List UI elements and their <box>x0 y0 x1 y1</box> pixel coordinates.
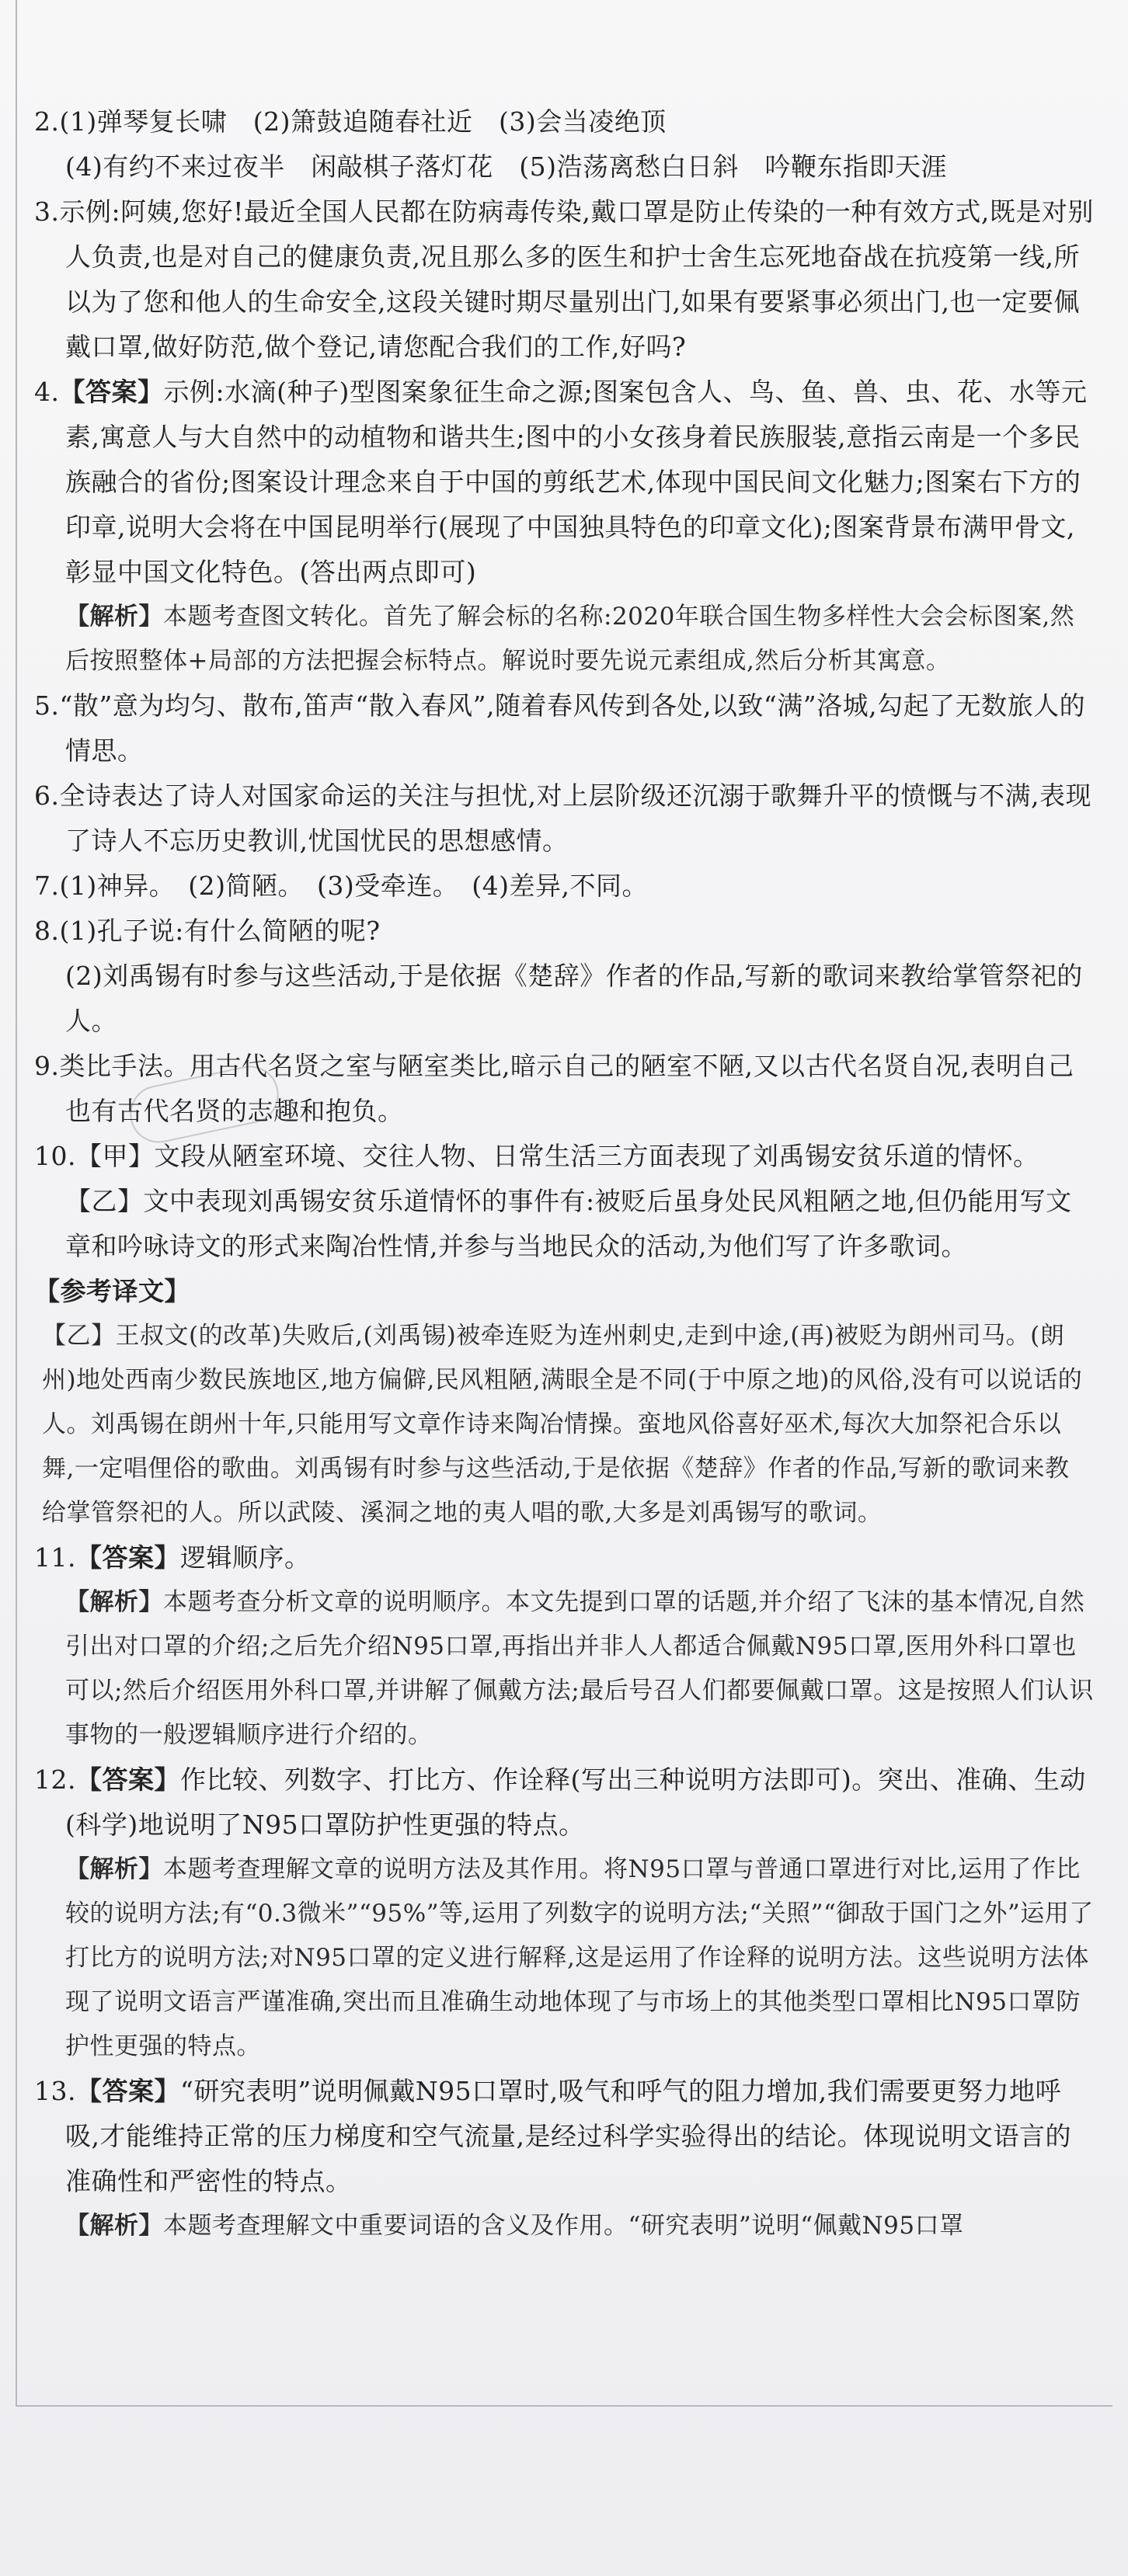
explanation-tag: 【解析】 <box>65 1588 163 1616</box>
answer-content <box>34 99 1094 2248</box>
answer-13-tag: 【答案】 <box>75 2076 180 2106</box>
answer-2-line1: 2.(1)弹琴复长啸 (2)箫鼓追随春社近 (3)会当凌绝顶 <box>34 106 667 137</box>
answer-11-tag: 【答案】 <box>75 1542 180 1573</box>
answer-7: 7.(1)神异。 (2)简陋。 (3)受牵连。 (4)差异,不同。 <box>34 871 648 901</box>
answer-13-explanation <box>34 2204 1094 2248</box>
answer-4-tag: 【答案】 <box>59 377 164 407</box>
explanation-text: 本题考查分析文章的说明顺序。本文先提到口罩的话题,并介绍了飞沫的基本情况,自然引出对口罩的介绍;之后先介绍N95口罩,再指出并非人人都适合佩戴N95口罩,医用外科口罩也可以;然后介绍医用外科口罩,并讲解了佩戴方法;最后号召人们都要佩戴口罩。这是按照人们认识事物的一般逻辑顺序进行介绍的。 <box>65 1588 1094 1749</box>
left-margin-rule <box>16 0 17 2405</box>
answer-13 <box>34 2069 1094 2204</box>
explanation-tag: 【解析】 <box>65 603 163 631</box>
answer-12-explanation <box>34 1848 1094 2069</box>
answer-11-text: 逻辑顺序。 <box>179 1542 311 1573</box>
answer-11-number: 11. <box>34 1542 76 1573</box>
explanation-text: 本题考查理解文中重要词语的含义及作用。“研究表明”说明“佩戴N95口罩 <box>163 2212 964 2240</box>
answer-5: 5.“散”意为均匀、散布,笛声“散入春风”,随着春风传到各处,以致“满”洛城,勾起了无数旅人的情思。 <box>34 690 1086 766</box>
answer-4-text: 示例:水滴(种子)型图案象征生命之源;图案包含人、鸟、鱼、兽、虫、花、水等元素,寓意人与大自然中的动植物和谐共生;图中的小女孩身着民族服装,意指云南是一个多民族融合的省份;图案设计理念来自于中国的剪纸艺术,体现中国民间文化魅力;图案右下方的印章,说明大会将在中国昆明举行(展现了中国独具特色的印章文化);图案背景布满甲骨文,彰显中国文化特色。(答出两点即可) <box>65 377 1088 587</box>
answer-3: 3.示例:阿姨,您好!最近全国人民都在防病毒传染,戴口罩是防止传染的一种有效方式,既是对别人负责,也是对自己的健康负责,况且那么多的医生和护士舍生忘死地奋战在抗疫第一线,所以为了您和他人的生命安全,这段关键时期尽量别出门,如果有要紧事必须出门,也一定要佩戴口罩,做好防范,做个登记,请您配合我们的工作,好吗? <box>34 196 1094 362</box>
answer-2-line2: (4)有约不来过夜半 闲敲棋子落灯花 (5)浩荡离愁白日斜 吟鞭东指即天涯 <box>65 151 947 182</box>
answer-12-tag: 【答案】 <box>75 1764 180 1795</box>
answer-11 <box>34 1535 1094 1580</box>
answer-8-line1: 8.(1)孔子说:有什么简陋的呢? <box>34 916 381 946</box>
answer-10-part2: 【乙】文中表现刘禹锡安贫乐道情怀的事件有:被贬后虽身处民风粗陋之地,但仍能用写文章和吟咏诗文的形式来陶冶性情,并参与当地民众的活动,为他们写了许多歌词。 <box>65 1186 1072 1261</box>
explanation-tag: 【解析】 <box>65 2212 163 2240</box>
answer-4 <box>34 370 1094 595</box>
bottom-rule <box>16 2405 1112 2407</box>
answer-6: 6.全诗表达了诗人对国家命运的关注与担忧,对上层阶级还沉溺于歌舞升平的愤慨与不满,表现了诗人不忘历史教训,忧国忧民的思想感情。 <box>34 780 1091 856</box>
answer-13-number: 13. <box>34 2076 76 2106</box>
answer-10-part1: 10.【甲】文段从陋室环境、交往人物、日常生活三方面表现了刘禹锡安贫乐道的情怀。 <box>34 1141 1039 1171</box>
answer-8-line2: (2)刘禹锡有时参与这些活动,于是依据《楚辞》作者的作品,写新的歌词来教给掌管祭祀的人。 <box>65 961 1083 1036</box>
answer-4-number: 4. <box>34 377 60 407</box>
answer-12-number: 12. <box>34 1764 76 1795</box>
explanation-tag: 【解析】 <box>65 1855 163 1883</box>
answer-12-text: 作比较、列数字、打比方、作诠释(写出三种说明方法即可)。突出、准确、生动(科学)地说明了N95口罩防护性更强的特点。 <box>65 1764 1086 1840</box>
answer-13-text: “研究表明”说明佩戴N95口罩时,吸气和呼气的阻力增加,我们需要更努力地呼吸,才能维持正常的压力梯度和空气流量,是经过科学实验得出的结论。体现说明文语言的准确性和严密性的特点。 <box>65 2076 1071 2196</box>
answer-11-explanation <box>34 1580 1094 1757</box>
reference-translation-text: 【乙】王叔文(的改革)失败后,(刘禹锡)被牵连贬为连州刺史,走到中途,(再)被贬为朗州司马。(朗州)地处西南少数民族地区,地方偏僻,民风粗陋,满眼全是不同(于中原之地)的风俗,没有可以说话的人。刘禹锡在朗州十年,只能用写文章作诗来陶冶情操。蛮地风俗喜好巫术,每次大加祭祀合乐以舞,一定唱俚俗的歌曲。刘禹锡有时参与这些活动,于是依据《楚辞》作者的作品,写新的歌词来教给掌管祭祀的人。所以武陵、溪洞之地的夷人唱的歌,大多是刘禹锡写的歌词。 <box>42 1322 1083 1527</box>
explanation-text: 本题考查图文转化。首先了解会标的名称:2020年联合国生物多样性大会会标图案,然后按照整体+局部的方法把握会标特点。解说时要先说元素组成,然后分析其寓意。 <box>65 603 1075 675</box>
answer-4-explanation <box>34 595 1094 683</box>
answer-9: 9.类比手法。用古代名贤之室与陋室类比,暗示自己的陋室不陋,又以古代名贤自况,表明自己也有古代名贤的志趣和抱负。 <box>34 1051 1074 1126</box>
explanation-text: 本题考查理解文章的说明方法及其作用。将N95口罩与普通口罩进行对比,运用了作比较的说明方法;有“0.3微米”“95%”等,运用了列数字的说明方法;“关照”“御敌于国门之外”运用了打比方的说明方法;对N95口罩的定义进行解释,这是运用了作诠释的说明方法。这些说明方法体现了说明文语言严谨准确,突出而且准确生动地体现了与市场上的其他类型口罩相比N95口罩防护性更强的特点。 <box>65 1855 1094 2060</box>
answer-12 <box>34 1757 1094 1848</box>
reference-translation-heading: 【参考译文】 <box>34 1276 190 1306</box>
